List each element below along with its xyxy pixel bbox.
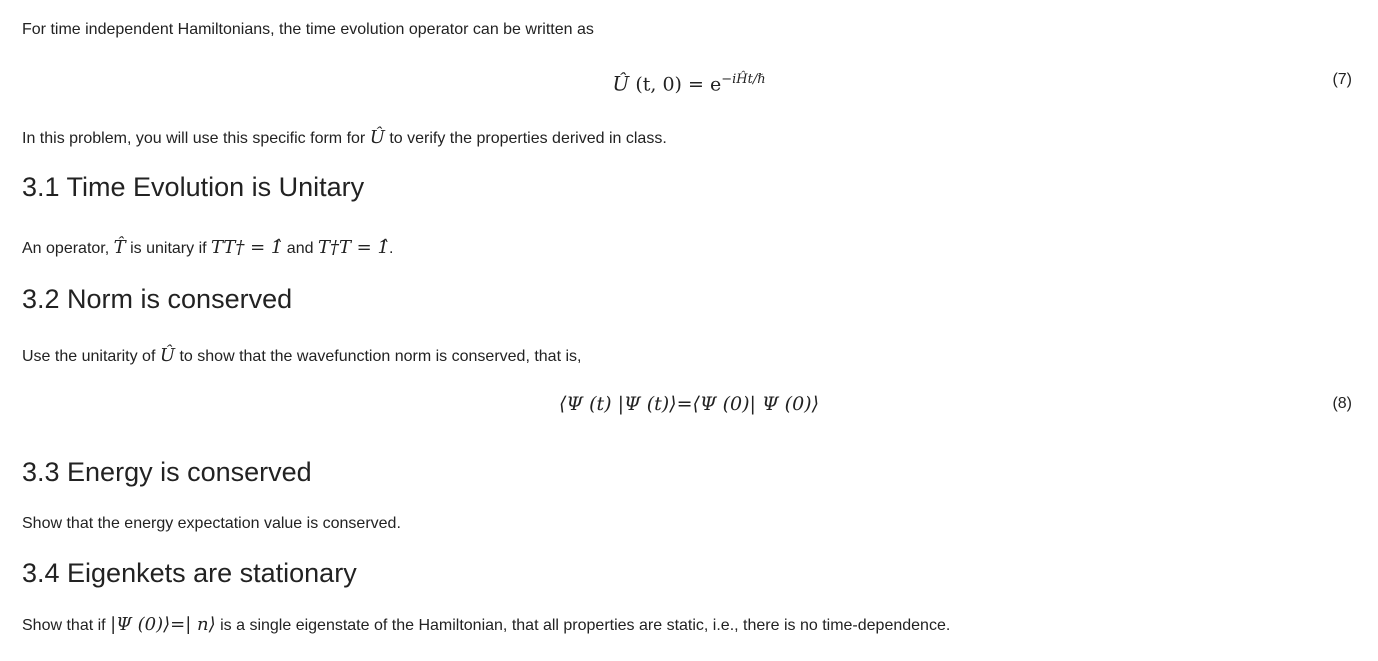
equation-8-formula: ⟨Ψ (t) |Ψ (t)⟩=⟨Ψ (0)| Ψ (0)⟩ <box>558 393 819 415</box>
problem-paragraph: In this problem, you will use this specific form for Û to verify the properties derived in class. <box>22 127 667 148</box>
u-operator-symbol: Û <box>369 127 385 148</box>
equation-7-formula: Û (t, $0) = e^{-iĤt/\hbar}$ <box>612 71 766 96</box>
equation-7 <box>22 63 1356 97</box>
section-3-2-paragraph: Use the unitarity of Û to show that the wavefunction norm is conserved, that is, <box>22 345 582 366</box>
t-operator-symbol: T̂ <box>113 237 126 258</box>
section-3-3-paragraph: Show that the energy expectation value is conserved. <box>22 515 401 532</box>
unitary-condition-1: TT† = 1̂ <box>211 237 283 258</box>
section-heading-3-4: 3.4 Eigenkets are stationary <box>22 558 357 588</box>
u-operator-symbol-2: Û <box>159 345 176 366</box>
section-3-1-paragraph: An operator, T̂ is unitary if TT† = 1̂ and T†T = 1̂. <box>22 237 394 258</box>
equation-8 <box>22 387 1356 421</box>
eigenstate-math: |Ψ (0)⟩=| n⟩ <box>110 614 216 635</box>
section-heading-3-1: 3.1 Time Evolution is Unitary <box>22 172 365 202</box>
equation-7-number: (7) <box>1332 71 1352 88</box>
section-heading-3-2: 3.2 Norm is conserved <box>22 284 293 314</box>
section-3-4-paragraph: Show that if |Ψ (0)⟩=| n⟩ is a single eigenstate of the Hamiltonian, that all properties are static, i.e., there is no time-dependence. <box>22 614 951 635</box>
intro-paragraph: For time independent Hamiltonians, the time evolution operator can be written as <box>22 21 594 38</box>
unitary-condition-2: T†T = 1̂ <box>317 237 389 258</box>
section-heading-3-3: 3.3 Energy is conserved <box>22 457 312 487</box>
equation-8-number: (8) <box>1332 395 1352 412</box>
